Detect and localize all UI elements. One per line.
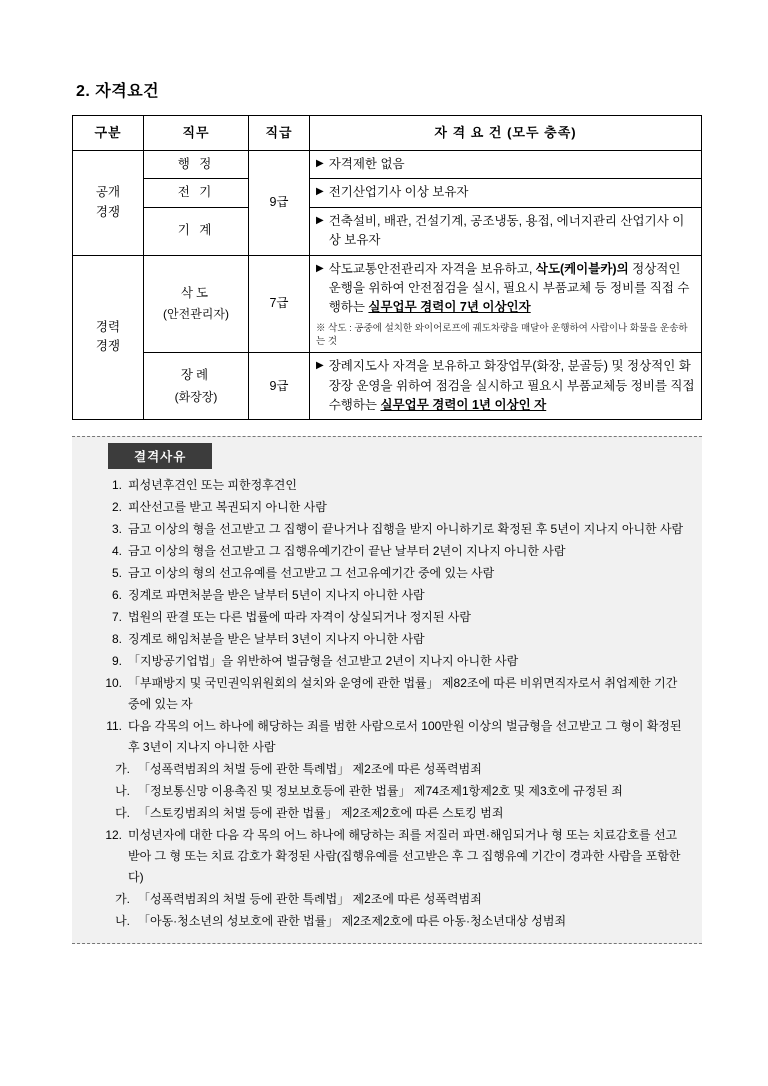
cell-job-electric: 전 기 (144, 179, 249, 207)
requirement-part-underline: 실무업무 경력이 7년 이상인자 (368, 300, 531, 315)
bullet-icon: ▶ (316, 186, 324, 198)
list-item-text: 금고 이상의 형을 선고받고 그 집행이 끝나거나 집행을 받지 아니하기로 확정된 후 5년이 지나지 아니한 사람 (128, 522, 684, 537)
list-item-number: 4. (111, 544, 122, 559)
list-item-text: 법원의 판결 또는 다른 법률에 따라 자격이 상실되거나 정지된 사람 (128, 610, 471, 625)
bullet-icon: ▶ (316, 158, 324, 169)
list-item-text: 「성폭력범죄의 처벌 등에 관한 특례법」 제2조에 따른 성폭력범죄 (138, 762, 482, 777)
requirement-part-pre: 삭도교통안전관리자 자격을 보유하고, (328, 261, 536, 276)
requirement-text: 건축설비, 배관, 건설기계, 공조냉동, 용접, 에너지관리 산업기사 이상 보유자 (328, 213, 685, 248)
header-requirement: 자 격 요 건 (모두 충족) (310, 116, 702, 151)
job-subtitle: (화장장) (174, 389, 218, 404)
list-item (96, 716, 684, 758)
list-item-text: 미성년자에 대한 다음 각 목의 어느 하나에 해당하는 죄를 저질러 파면·해임되거나 형 또는 치료감호를 선고받아 그 형 또는 치료 감호가 확정된 사람(집행유예를 선고받은 후 그 집행유예 기간이 경과한 사람을 포함한다) (128, 828, 681, 885)
bullet-icon: ▶ (316, 262, 324, 274)
list-item-text: 「성폭력범죄의 처벌 등에 관한 특례법」 제2조에 따른 성폭력범죄 (138, 892, 482, 907)
header-job: 직무 (144, 116, 249, 151)
list-item-text: 「부패방지 및 국민권익위원회의 설치와 운영에 관한 법률」 제82조에 따른 비위면직자로서 취업제한 기간 중에 있는 자 (128, 676, 678, 712)
page-title (76, 78, 710, 101)
bullet-icon: ▶ (316, 214, 324, 226)
disqualification-title: 결격사유 (108, 443, 212, 469)
list-item (96, 673, 684, 715)
table-header-row (73, 116, 702, 151)
requirement-part-bold: 삭도(케이블카)의 (535, 261, 629, 276)
table-row (73, 255, 702, 353)
list-item-text: 다음 각목의 어느 하나에 해당하는 죄를 범한 사람으로서 100만원 이상의 벌금형을 선고받고 그 형이 확정된 후 3년이 지나지 아니한 사람 (128, 719, 682, 755)
list-item-number: 9. (111, 654, 122, 669)
requirement-text: 자격제한 없음 (328, 157, 405, 171)
list-item-number: 가. (115, 892, 130, 907)
disqualification-section (72, 436, 702, 944)
list-item (96, 563, 684, 584)
cell-requirement-administration (310, 151, 702, 179)
list-item-text: 피성년후견인 또는 피한정후견인 (128, 478, 297, 493)
cell-job-administration: 행 정 (144, 151, 249, 179)
list-item-text: 징계로 파면처분을 받은 날부터 5년이 지나지 아니한 사람 (128, 588, 425, 603)
cell-requirement-ropeway (310, 255, 702, 353)
requirement-text (329, 260, 695, 318)
list-item (96, 911, 684, 932)
cell-job-funeral (144, 353, 249, 420)
list-item-number: 나. (115, 914, 130, 929)
list-item-number: 6. (111, 588, 122, 603)
list-item-number: 2. (111, 500, 122, 515)
list-item-number: 1. (111, 478, 122, 493)
list-item-number: 7. (111, 610, 122, 625)
list-item-text: 징계로 해임처분을 받은 날부터 3년이 지나지 아니한 사람 (128, 632, 425, 647)
cell-job-ropeway (144, 255, 249, 353)
section-title-text: 자격요건 (95, 83, 160, 100)
list-item-text: 피산선고를 받고 복권되지 아니한 사람 (128, 500, 327, 515)
list-item (96, 585, 684, 606)
requirement-part-underline: 실무업무 경력이 1년 이상인 자 (380, 397, 547, 412)
table-row (73, 207, 702, 255)
header-gubun: 구분 (73, 116, 144, 151)
list-item-text: 「정보통신망 이용촉진 및 정보보호등에 관한 법률」 제74조제1항제2호 및 제3호에 규정된 죄 (138, 784, 623, 799)
list-item (96, 825, 684, 888)
list-item-text: 「아동·청소년의 성보호에 관한 법률」 제2조제2호에 따른 아동·청소년대상 성범죄 (138, 914, 567, 929)
table-row (73, 151, 702, 179)
list-item (96, 759, 684, 780)
list-item-number: 12. (105, 828, 122, 843)
cell-grade-7: 7급 (249, 255, 310, 353)
list-item-text: 금고 이상의 형을 선고받고 그 집행유예기간이 끝난 날부터 2년이 지나지 아니한 사람 (128, 544, 566, 559)
requirement-note: ※ 삭도 : 공중에 설치한 와이어로프에 궤도차량을 매달아 운행하여 사람이나 화물을 운송하는 것 (316, 322, 688, 347)
list-item-number: 나. (115, 784, 130, 799)
list-item (96, 497, 684, 518)
requirement-text: 전기산업기사 이상 보유자 (328, 185, 469, 200)
list-item-number: 11. (106, 719, 122, 734)
cell-job-mechanical: 기 계 (144, 207, 249, 255)
bullet-icon: ▶ (316, 360, 324, 372)
table-row (73, 179, 702, 207)
requirement-part-mid: 정상적인 운행을 위하여 안전점검을 실시, 필요시 부품교체 등 정비를 직접 수행하는 (328, 261, 690, 315)
list-item (96, 781, 684, 802)
cell-requirement-mechanical (310, 207, 702, 255)
list-item-text: 금고 이상의 형의 선고유예를 선고받고 그 선고유예기간 중에 있는 사람 (128, 566, 495, 581)
list-item (96, 889, 684, 910)
job-name: 장례 (180, 368, 212, 383)
list-item (96, 519, 684, 540)
list-item-text: 「스토킹범죄의 처벌 등에 관한 법률」 제2조제2호에 따른 스토킹 범죄 (138, 806, 504, 821)
list-item-text: 「지방공기업법」을 위반하여 벌금형을 선고받고 2년이 지나지 아니한 사람 (128, 654, 519, 669)
list-item (96, 803, 684, 824)
list-item-number: 가. (115, 762, 130, 777)
list-item-number: 다. (115, 806, 130, 821)
table-row (73, 353, 702, 420)
list-item (96, 475, 684, 496)
requirement-text (329, 357, 695, 415)
cell-requirement-electric (310, 179, 702, 207)
list-item-number: 10. (105, 676, 122, 691)
list-item-number: 5. (111, 566, 122, 581)
job-subtitle: (안전관리자) (163, 307, 229, 322)
list-item (96, 541, 684, 562)
list-item (96, 651, 684, 672)
cell-requirement-funeral (310, 353, 702, 420)
list-item-number: 8. (111, 632, 122, 647)
section-number: 2. (76, 83, 91, 100)
cell-gubun-open: 공개 경쟁 (73, 151, 144, 256)
list-item-number: 3. (111, 522, 122, 537)
qualification-table (72, 115, 702, 420)
list-item (96, 607, 684, 628)
list-item (96, 629, 684, 650)
header-grade: 직급 (249, 116, 310, 151)
requirement-part-pre: 장례지도사 자격을 보유하고 화장업무(화장, 분골등) 및 정상적인 화장장 운영을 위하여 점검을 실시하고 필요시 부품교체등 정비를 직접 수행하는 (328, 359, 695, 412)
cell-grade-9: 9급 (249, 151, 310, 256)
cell-grade-9b: 9급 (249, 353, 310, 420)
cell-gubun-career: 경력 경쟁 (73, 255, 144, 420)
job-name: 삭도 (180, 285, 212, 300)
disqualification-list (72, 475, 702, 932)
